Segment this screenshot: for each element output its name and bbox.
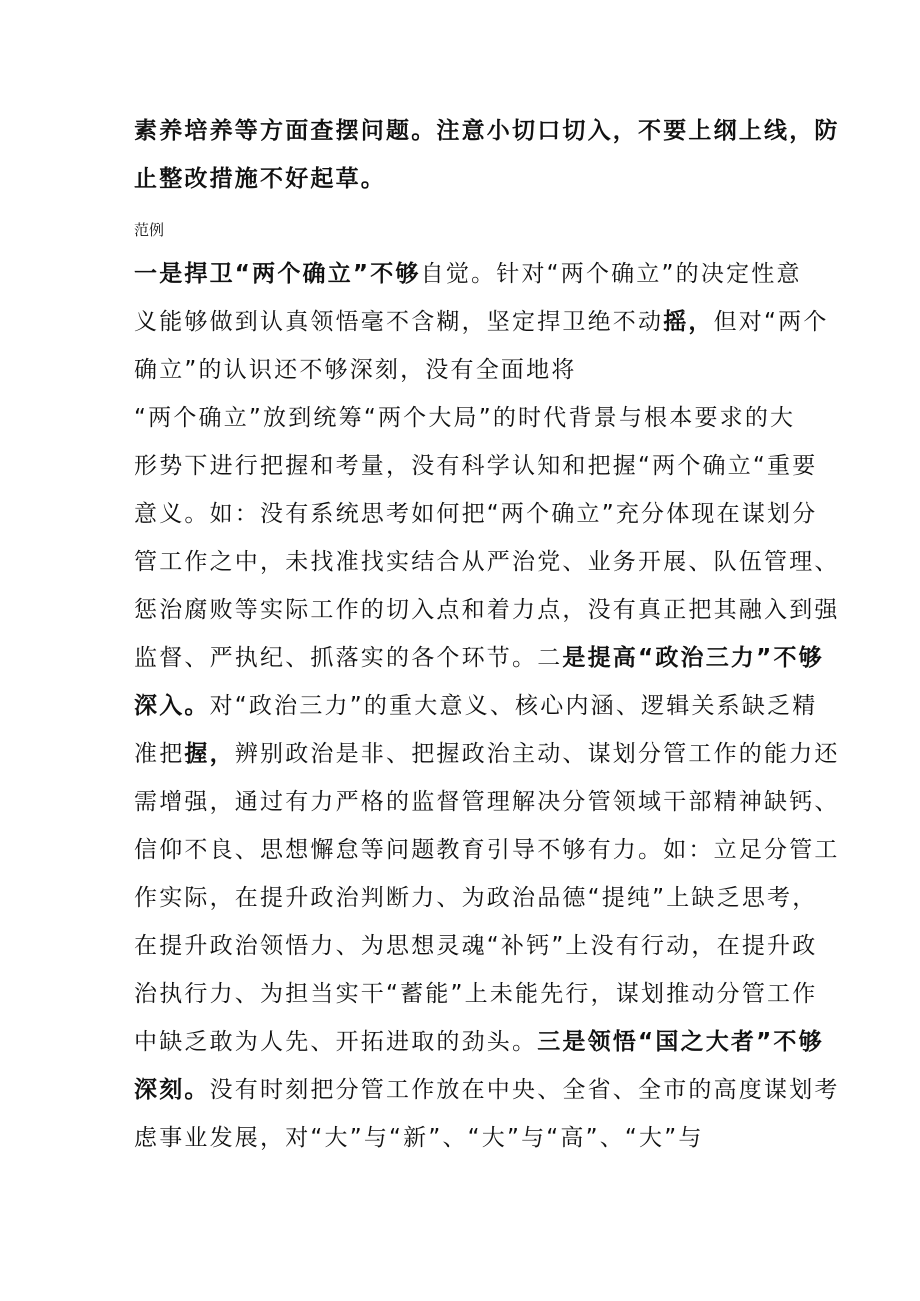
paragraph-line-8: 惩治腐败等实际工作的切入点和着力点，没有真正把其融入到强 [134,597,840,623]
bold-span: 深刻。 [134,1077,210,1103]
paragraph-line-7: 管工作之中，未找准找实结合从严治党、业务开展、队伍管理、 [134,549,840,575]
paragraph-line-13: 信仰不良、思想懈怠等问题教育引导不够有力。如：立足分管工 [134,837,840,863]
paragraph-line-2 [134,307,829,337]
text-span: 准把 [134,741,185,767]
paragraph-line-16: 治执行力、为担当实干“蓄能”上未能先行，谋划推动分管工作 [134,981,818,1007]
intro-line-1: 素养培养等方面查摆问题。注意小切口切入，不要上纲上线，防 [134,118,840,144]
text-span: 但对“两个 [713,309,829,335]
paragraph-line-19: 虑事业发展，对“大”与“新”、“大”与“高”、“大”与 [134,1125,704,1151]
paragraph-line-6: 意义。如：没有系统思考如何把“两个确立”充分体现在谋划分 [134,501,818,527]
bold-span: 深入。 [134,693,210,719]
paragraph-line-1 [134,259,802,289]
paragraph-line-17 [134,1027,824,1057]
text-span: 监督、严执纪、抓落实的各个环节。二 [134,645,563,671]
paragraph-line-5: 形势下进行把握和考量，没有科学认知和把握“两个确立“重要 [134,453,818,479]
heading-point-two: 是提高“政治三力”不够 [562,645,824,671]
paragraph-line-14: 作实际，在提升政治判断力、为政治品德“提纯”上缺乏思考， [134,885,818,911]
text-span: 中缺乏敢为人先、开拓进取的劲头。 [134,1029,538,1055]
text-span: 对“政治三力”的重大意义、核心内涵、逻辑关系缺乏精 [209,693,818,719]
text-span: 义能够做到认真领悟毫不含糊，坚定捍卫绝不动 [134,309,664,335]
paragraph-line-15: 在提升政治领悟力、为思想灵魂“补钙”上没有行动，在提升政 [134,933,818,959]
paragraph-line-9 [134,643,824,673]
paragraph-line-3: 确立”的认识还不够深刻，没有全面地将 [134,357,577,383]
text-span: 辨别政治是非、把握政治主动、谋划分管工作的能力还 [234,741,840,767]
heading-point-one: 一是捍卫“两个确立”不够 [134,261,421,287]
paragraph-line-4: “两个确立”放到统筹“两个大局”的时代背景与根本要求的大 [134,405,796,431]
paragraph-line-12: 需增强，通过有力严格的监督管理解决分管领域干部精神缺钙、 [134,789,840,815]
paragraph-line-18 [134,1075,840,1105]
paragraph-line-10 [134,691,818,721]
example-label: 范例 [134,221,165,239]
heading-point-three: 三是领悟“国之大者”不够 [537,1029,824,1055]
paragraph-line-11 [134,739,840,769]
text-span: 自觉。针对“两个确立”的决定性意 [420,261,802,287]
intro-line-2: 止整改措施不好起草。 [134,166,386,192]
bold-span: 握， [184,741,235,767]
bold-span: 摇， [663,309,714,335]
text-span: 没有时刻把分管工作放在中央、全省、全市的高度谋划考 [209,1077,840,1103]
